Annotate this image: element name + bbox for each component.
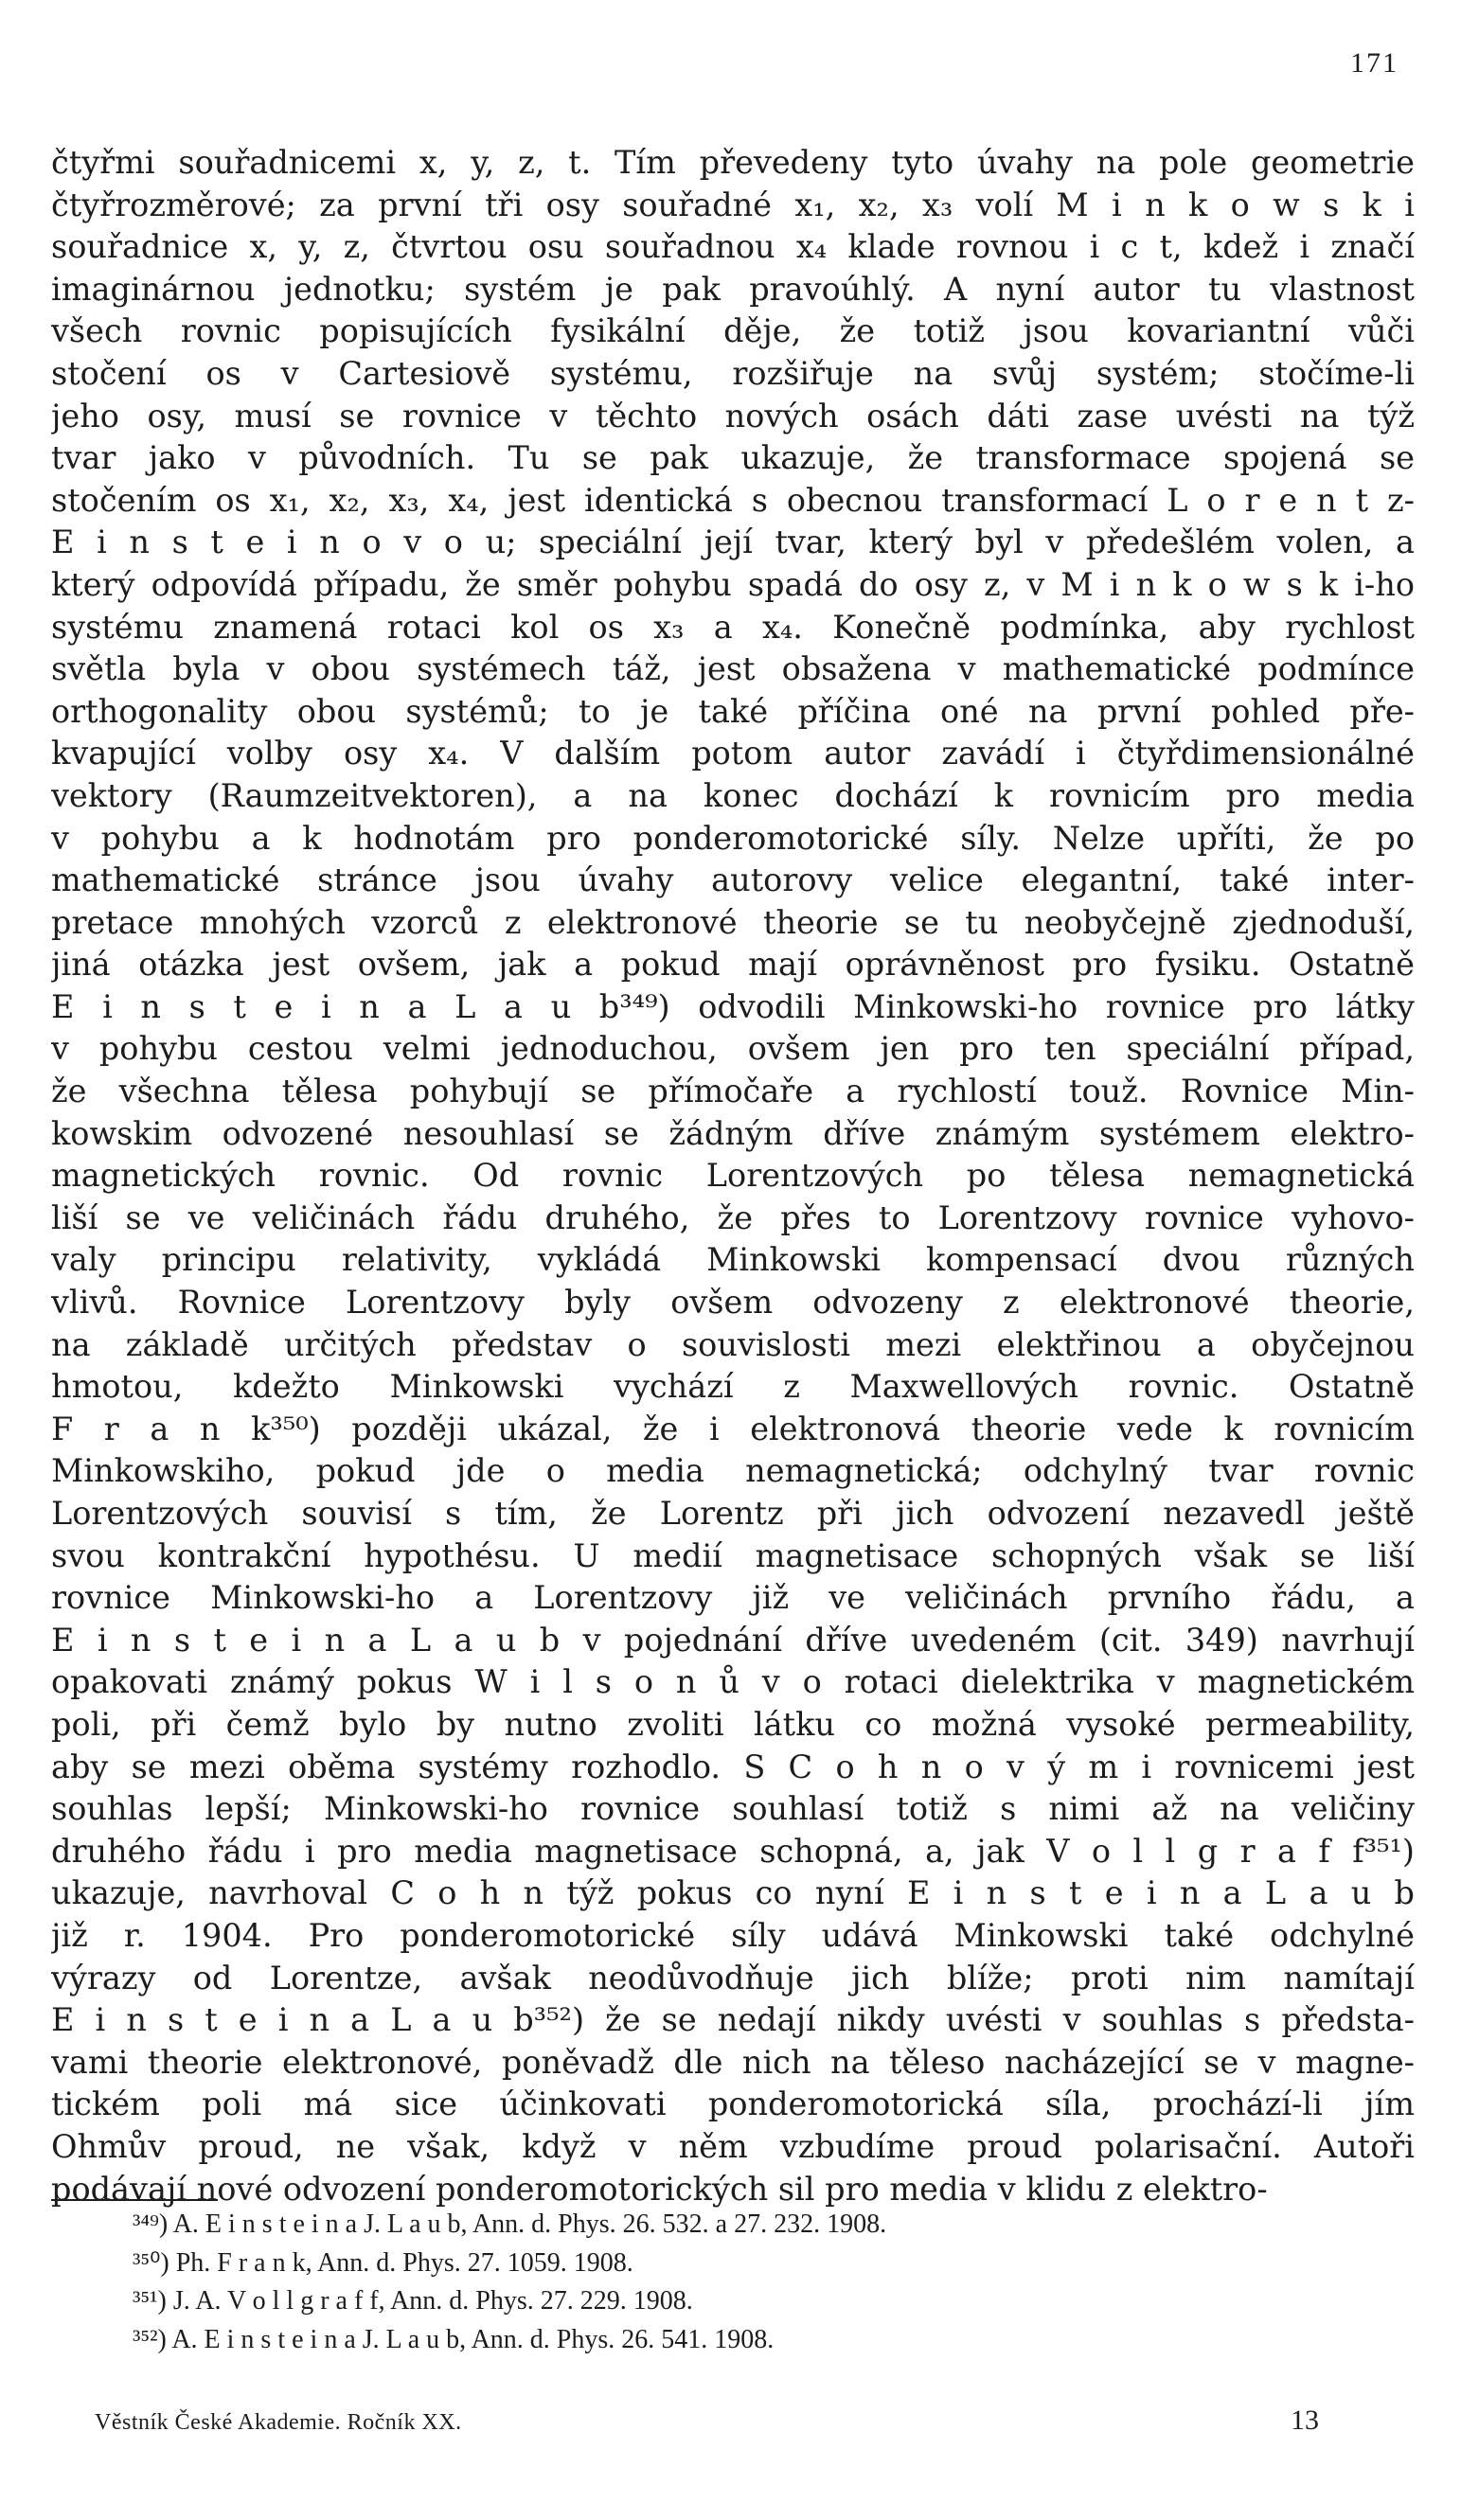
page-number: 171	[1350, 47, 1399, 79]
text-line: kvapující volby osy x₄. V dalším potom autor zavádí i čtyřdimensionálné	[51, 735, 1415, 772]
text-line: všech rovnic popisujících fysikální děje, že totiž jsou kovariantní vůči	[51, 312, 1415, 350]
text-line: souřadnice x, y, z, čtvrtou osu souřadnou x₄ klade rovnou i c t, kdež i značí	[51, 228, 1415, 266]
text-line: opakovati známý pokus W i l s o n ů v o rotaci dielektrika v magnetickém	[51, 1663, 1415, 1701]
text-line: E i n s t e i n a L a u b³⁵²) že se nedají nikdy uvésti v souhlas s předsta-	[51, 2001, 1415, 2039]
text-line: který odpovídá případu, že směr pohybu spadá do osy z, v M i n k o w s k i-ho	[51, 565, 1415, 603]
page-footer	[95, 2405, 1319, 2437]
text-line: jeho osy, musí se rovnice v těchto nových osách dáti zase uvésti na týž	[51, 397, 1415, 435]
footnote: ³⁵⁰) Ph. F r a n k, Ann. d. Phys. 27. 1059. 1908.	[133, 2247, 633, 2278]
text-line: tickém poli má sice účinkovati ponderomotorická síla, prochází-li jím	[51, 2085, 1415, 2123]
text-line: v pohybu cestou velmi jednoduchou, ovšem jen pro ten speciální případ,	[51, 1030, 1415, 1068]
text-line: aby se mezi oběma systémy rozhodlo. S C o h n o v ý m i rovnicemi jest	[51, 1748, 1415, 1785]
text-line: vami theorie elektronové, poněvadž dle nich na těleso nacházející se v magne-	[51, 2043, 1415, 2081]
text-line: jiná otázka jest ovšem, jak a pokud mají oprávněnost pro fysiku. Ostatně	[51, 946, 1415, 984]
journal-name: Věstník České Akademie. Ročník XX.	[95, 2410, 462, 2435]
text-line: hmotou, kdežto Minkowski vychází z Maxwellových rovnic. Ostatně	[51, 1368, 1415, 1406]
footnotes	[133, 2206, 1401, 2359]
text-line: tvar jako v původních. Tu se pak ukazuje, že transformace spojená se	[51, 439, 1415, 477]
text-line: magnetických rovnic. Od rovnic Lorentzových po tělesa nemagnetická	[51, 1157, 1415, 1195]
text-line: orthogonality obou systémů; to je také příčina oné na první pohled pře-	[51, 692, 1415, 730]
text-line: že všechna tělesa pohybují se přímočaře a rychlostí touž. Rovnice Min-	[51, 1073, 1415, 1110]
text-line: liší se ve veličinách řádu druhého, že přes to Lorentzovy rovnice vyhovo-	[51, 1198, 1415, 1236]
text-line: výrazy od Lorentze, avšak neodůvodňuje jich blíže; proti nim namítají	[51, 1959, 1415, 1996]
text-line: čtyřrozměrové; za první tři osy souřadné x₁, x₂, x₃ volí M i n k o w s k i	[51, 186, 1415, 223]
text-line: rovnice Minkowski-ho a Lorentzovy již ve veličinách prvního řádu, a	[51, 1579, 1415, 1617]
text-line: E i n s t e i n a L a u b³⁴⁹) odvodili Minkowski-ho rovnice pro látky	[51, 987, 1415, 1025]
text-line: E i n s t e i n a L a u b v pojednání dříve uvedeném (cit. 349) navrhují	[51, 1621, 1415, 1659]
text-line: Minkowskiho, pokud jde o media nemagnetická; odchylný tvar rovnic	[51, 1452, 1415, 1490]
text-line: pretace mnohých vzorců z elektronové theorie se tu neobyčejně zjednoduší,	[51, 903, 1415, 941]
text-line: souhlas lepší; Minkowski-ho rovnice souhlasí totiž s nimi až na veličiny	[51, 1790, 1415, 1828]
text-line: čtyřmi souřadnicemi x, y, z, t. Tím převedeny tyto úvahy na pole geometrie	[51, 144, 1415, 181]
text-line: již r. 1904. Pro ponderomotorické síly udává Minkowski také odchylné	[51, 1916, 1415, 1954]
footnote-separator	[51, 2199, 218, 2201]
text-line: poli, při čemž bylo by nutno zvoliti látku co možná vysoké permeability,	[51, 1705, 1415, 1743]
text-line: Lorentzových souvisí s tím, že Lorentz při jich odvození nezavedl ještě	[51, 1495, 1415, 1532]
text-line: Ohmův proud, ne však, když v něm vzbudíme proud polarisační. Autoři	[51, 2127, 1415, 2165]
text-line: E i n s t e i n o v o u; speciální její tvar, který byl v předešlém volen, a	[51, 524, 1415, 561]
printer-signature: 13	[1291, 2405, 1319, 2436]
text-line: na základě určitých představ o souvislosti mezi elektřinou a obyčejnou	[51, 1325, 1415, 1363]
text-line: stočení os v Cartesiově systému, rozšiřuje na svůj systém; stočíme-li	[51, 354, 1415, 392]
text-line: F r a n k³⁵⁰) později ukázal, že i elektronová theorie vede k rovnicím	[51, 1410, 1415, 1447]
text-line: druhého řádu i pro media magnetisace schopná, a, jak V o l l g r a f f³⁵¹)	[51, 1832, 1415, 1870]
text-line: vektory (Raumzeitvektoren), a na konec dochází k rovnicím pro media	[51, 776, 1415, 814]
footnote: ³⁵¹) J. A. V o l l g r a f f, Ann. d. Phys. 27. 229. 1908.	[133, 2286, 693, 2316]
body-text	[51, 142, 1415, 2210]
text-line: stočením os x₁, x₂, x₃, x₄, jest identická s obecnou transformací L o r e n t z-	[51, 481, 1415, 519]
text-line: světla byla v obou systémech táž, jest obsažena v mathematické podmínce	[51, 650, 1415, 688]
text-line: systému znamená rotaci kol os x₃ a x₄. Konečně podmínka, aby rychlost	[51, 608, 1415, 646]
text-line: v pohybu a k hodnotám pro ponderomotorické síly. Nelze upříti, že po	[51, 819, 1415, 857]
text-line: ukazuje, navrhoval C o h n týž pokus co nyní E i n s t e i n a L a u b	[51, 1874, 1415, 1912]
text-line: vlivů. Rovnice Lorentzovy byly ovšem odvozeny z elektronové theorie,	[51, 1284, 1415, 1322]
text-line: imaginárnou jednotku; systém je pak pravoúhlý. A nyní autor tu vlastnost	[51, 270, 1415, 308]
text-line: mathematické stránce jsou úvahy autorovy velice elegantní, také inter-	[51, 861, 1415, 899]
text-line: kowskim odvozené nesouhlasí se žádným dříve známým systémem elektro-	[51, 1114, 1415, 1152]
footnote: ³⁴⁹) A. E i n s t e i n a J. L a u b, Ann. d. Phys. 26. 532. a 27. 232. 1908.	[133, 2209, 887, 2239]
footnote: ³⁵²) A. E i n s t e i n a J. L a u b, Ann. d. Phys. 26. 541. 1908.	[133, 2324, 775, 2354]
text-line: svou kontrakční hypothésu. U medií magnetisace schopných však se liší	[51, 1536, 1415, 1574]
text-line: valy principu relativity, vykládá Minkowski kompensací dvou různých	[51, 1241, 1415, 1279]
text-line: podávají nové odvození ponderomotorických sil pro media v klidu z elektro-	[51, 2170, 1268, 2208]
